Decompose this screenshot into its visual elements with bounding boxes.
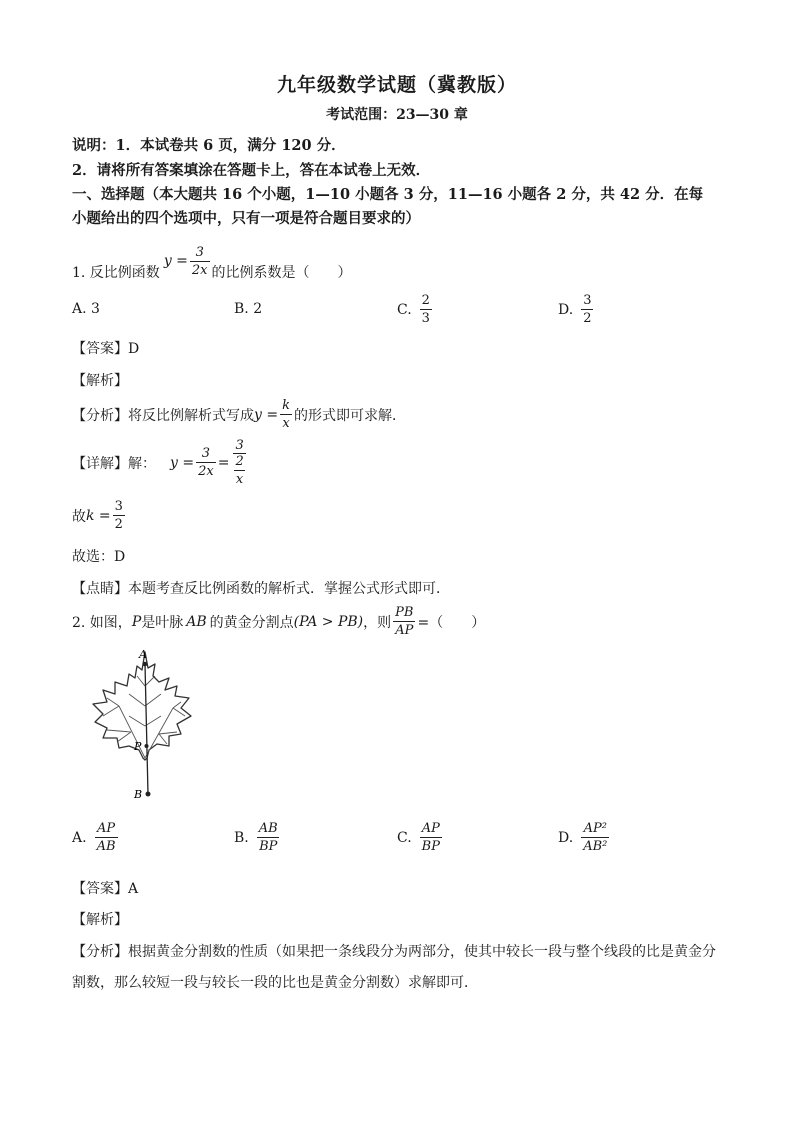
q1-dianjing: 【点睛】本题考查反比例函数的解析式．掌握公式形式即可．: [72, 581, 450, 597]
question-2-stem: 2. 如图， P 是叶脉 AB 的黄金分割点 (PA > PB) ，则 $\frac{PB}{AP}$ =（ ）: [72, 605, 486, 638]
q1-xiangjie: 【详解】 解： y = $\frac{3}{2x}$ = 3 2 x: [72, 438, 244, 487]
section-heading-line-2: 小题给出的四个选项中，只有一项是符合题目要求的）: [72, 210, 420, 227]
q2-option-b[interactable]: B. $\frac{AB}{BP}$: [234, 821, 278, 854]
q2-fenxi-line-1: 【分析】根据黄金分割数的性质（如果把一条线段分为两部分，使其中较长一段与整个线段的比是黄金分: [72, 944, 716, 960]
q1-option-a[interactable]: A. 3: [72, 301, 100, 317]
note-line-1: 说明：1．本试卷共 6 页，满分 120 分．: [72, 137, 346, 154]
q2-option-a[interactable]: A. $\frac{AP}{AB}$: [72, 821, 116, 854]
q1-analysis-tag: 【解析】: [72, 373, 128, 389]
q2-analysis-tag: 【解析】: [72, 912, 128, 928]
section-heading-line-1: 一、选择题（本大题共 16 个小题，1—10 小题各 3 分，11—16 小题各 2 分，共 42 分．在每: [72, 186, 704, 203]
label-a: A: [139, 648, 147, 661]
q1-select: 故选：D: [72, 549, 126, 565]
q1-eq-y: y =: [163, 253, 188, 269]
question-1-stem: [72, 240, 352, 282]
point-a: [143, 662, 148, 667]
page-title: 九年级数学试题（冀教版）: [276, 74, 517, 96]
q2-option-d[interactable]: D. $\frac{\text{AP²}}{\text{AB²}}$: [558, 821, 608, 854]
q1-fenxi: 【分析】 将反比例解析式写成 y = $\frac{k}{x}$ 的形式即可求解．: [72, 398, 406, 431]
label-b: B: [134, 788, 143, 801]
q1-option-c[interactable]: C. $\frac{2}{3}$: [397, 293, 430, 326]
q2-fenxi-line-2: 割数，那么较短一段与较长一段的比也是黄金分割数）求解即可．: [72, 975, 478, 991]
q1-answer: 【答案】D: [72, 341, 140, 357]
q1-suffix: 的比例系数是（ ）: [211, 265, 352, 281]
q1-prefix: 1. 反比例函数: [72, 265, 160, 281]
q2-option-c[interactable]: C. $\frac{AP}{BP}$: [397, 821, 440, 854]
label-p: P: [134, 740, 142, 753]
maple-leaf-figure: [85, 646, 195, 802]
point-p: [145, 744, 149, 748]
point-b: [146, 792, 151, 797]
q1-option-b[interactable]: B. 2: [234, 301, 263, 317]
q2-answer: 【答案】A: [72, 881, 139, 897]
exam-range: 考试范围：23—30 章: [326, 107, 468, 123]
q1-fraction: $\frac{3}{2x}$: [191, 244, 208, 278]
note-line-2: 2．请将所有答案填涂在答题卡上，答在本试卷上无效．: [72, 162, 431, 179]
q1-option-d[interactable]: D. $\frac{3}{2}$: [558, 293, 592, 326]
q1-conclusion: 故 k = $\frac{3}{2}$: [72, 499, 123, 532]
